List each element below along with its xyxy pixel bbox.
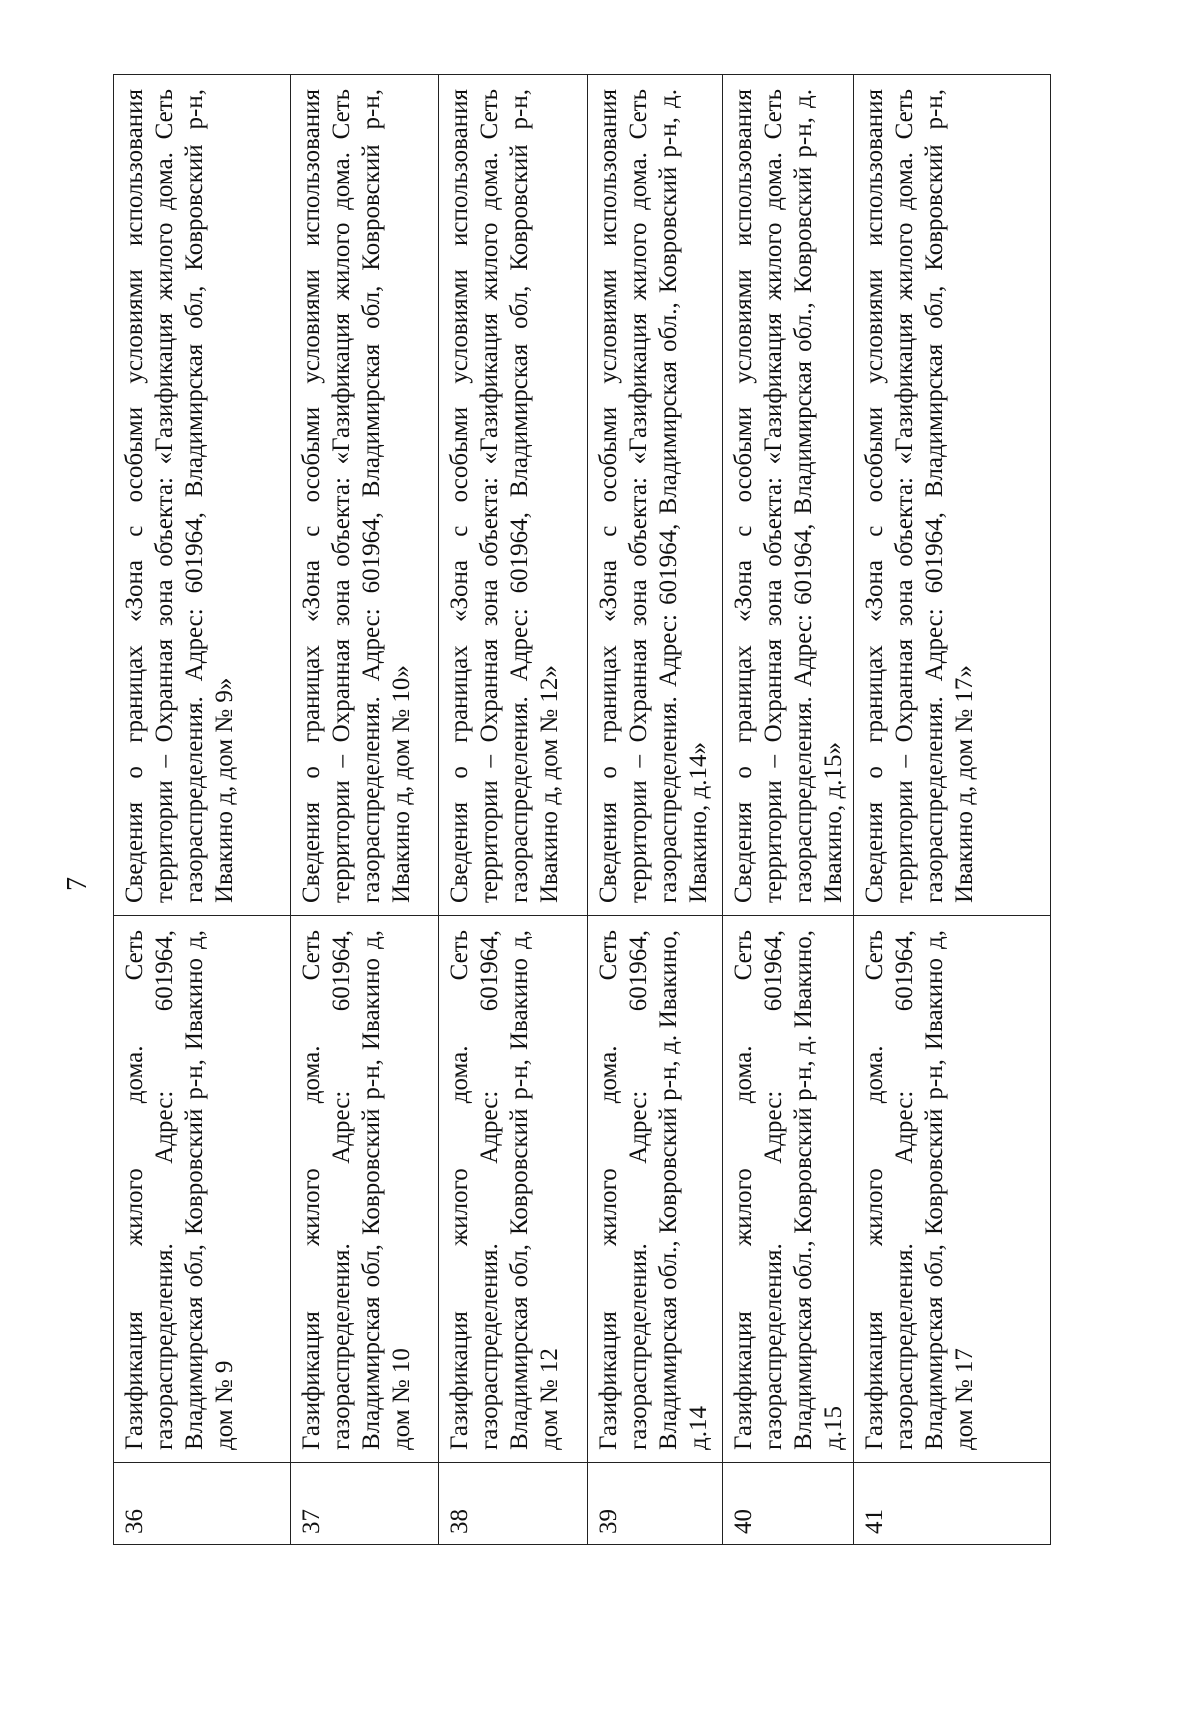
- row-number: 37: [291, 1463, 439, 1545]
- zone-info: Сведения о границах «Зона с особыми условиями использования территории – Охранная зона объекта: «Газификация жилого дома. Сеть газораспределения. Адрес: 601964, Владимирская обл., Ковровский р-н, д. Ивакино, д.15»: [723, 75, 854, 916]
- table-row: [854, 75, 1051, 1545]
- zones-table: [113, 74, 1051, 1545]
- object-name: Газификация жилого дома. Сеть газораспределения. Адрес: 601964, Владимирская обл, Ковровский р-н, Ивакино д, дом № 12: [439, 916, 588, 1463]
- row-number: 36: [114, 1463, 291, 1545]
- zone-info: Сведения о границах «Зона с особыми условиями использования территории – Охранная зона объекта: «Газификация жилого дома. Сеть газораспределения. Адрес: 601964, Владимирская обл., Ковровский р-н, д. Ивакино, д.14»: [588, 75, 723, 916]
- object-name: Газификация жилого дома. Сеть газораспределения. Адрес: 601964, Владимирская обл., Ковровский р-н, д. Ивакино, д.15: [723, 916, 854, 1463]
- object-name: Газификация жилого дома. Сеть газораспределения. Адрес: 601964, Владимирская обл., Ковровский р-н, д. Ивакино, д.14: [588, 916, 723, 1463]
- rotated-table-wrapper: [113, 75, 1043, 1545]
- zone-info: Сведения о границах «Зона с особыми условиями использования территории – Охранная зона объекта: «Газификация жилого дома. Сеть газораспределения. Адрес: 601964, Владимирская обл, Ковровский р-н, Ивакино д, дом № 17»: [854, 75, 1051, 916]
- zone-info: Сведения о границах «Зона с особыми условиями использования территории – Охранная зона объекта: «Газификация жилого дома. Сеть газораспределения. Адрес: 601964, Владимирская обл, Ковровский р-н, Ивакино д, дом № 10»: [291, 75, 439, 916]
- row-number: 40: [723, 1463, 854, 1545]
- table-row: [114, 75, 291, 1545]
- table-row: [588, 75, 723, 1545]
- row-number: 41: [854, 1463, 1051, 1545]
- row-number: 39: [588, 1463, 723, 1545]
- object-name: Газификация жилого дома. Сеть газораспределения. Адрес: 601964, Владимирская обл, Ковровский р-н, Ивакино д, дом № 9: [114, 916, 291, 1463]
- table-row: [291, 75, 439, 1545]
- table-row: [439, 75, 588, 1545]
- object-name: Газификация жилого дома. Сеть газораспределения. Адрес: 601964, Владимирская обл, Ковровский р-н, Ивакино д, дом № 10: [291, 916, 439, 1463]
- page-number: 7: [62, 877, 93, 891]
- table-row: [723, 75, 854, 1545]
- zone-info: Сведения о границах «Зона с особыми условиями использования территории – Охранная зона объекта: «Газификация жилого дома. Сеть газораспределения. Адрес: 601964, Владимирская обл, Ковровский р-н, Ивакино д, дом № 12»: [439, 75, 588, 916]
- row-number: 38: [439, 1463, 588, 1545]
- zone-info: Сведения о границах «Зона с особыми условиями использования территории – Охранная зона объекта: «Газификация жилого дома. Сеть газораспределения. Адрес: 601964, Владимирская обл, Ковровский р-н, Ивакино д, дом № 9»: [114, 75, 291, 916]
- object-name: Газификация жилого дома. Сеть газораспределения. Адрес: 601964, Владимирская обл, Ковровский р-н, Ивакино д, дом № 17: [854, 916, 1051, 1463]
